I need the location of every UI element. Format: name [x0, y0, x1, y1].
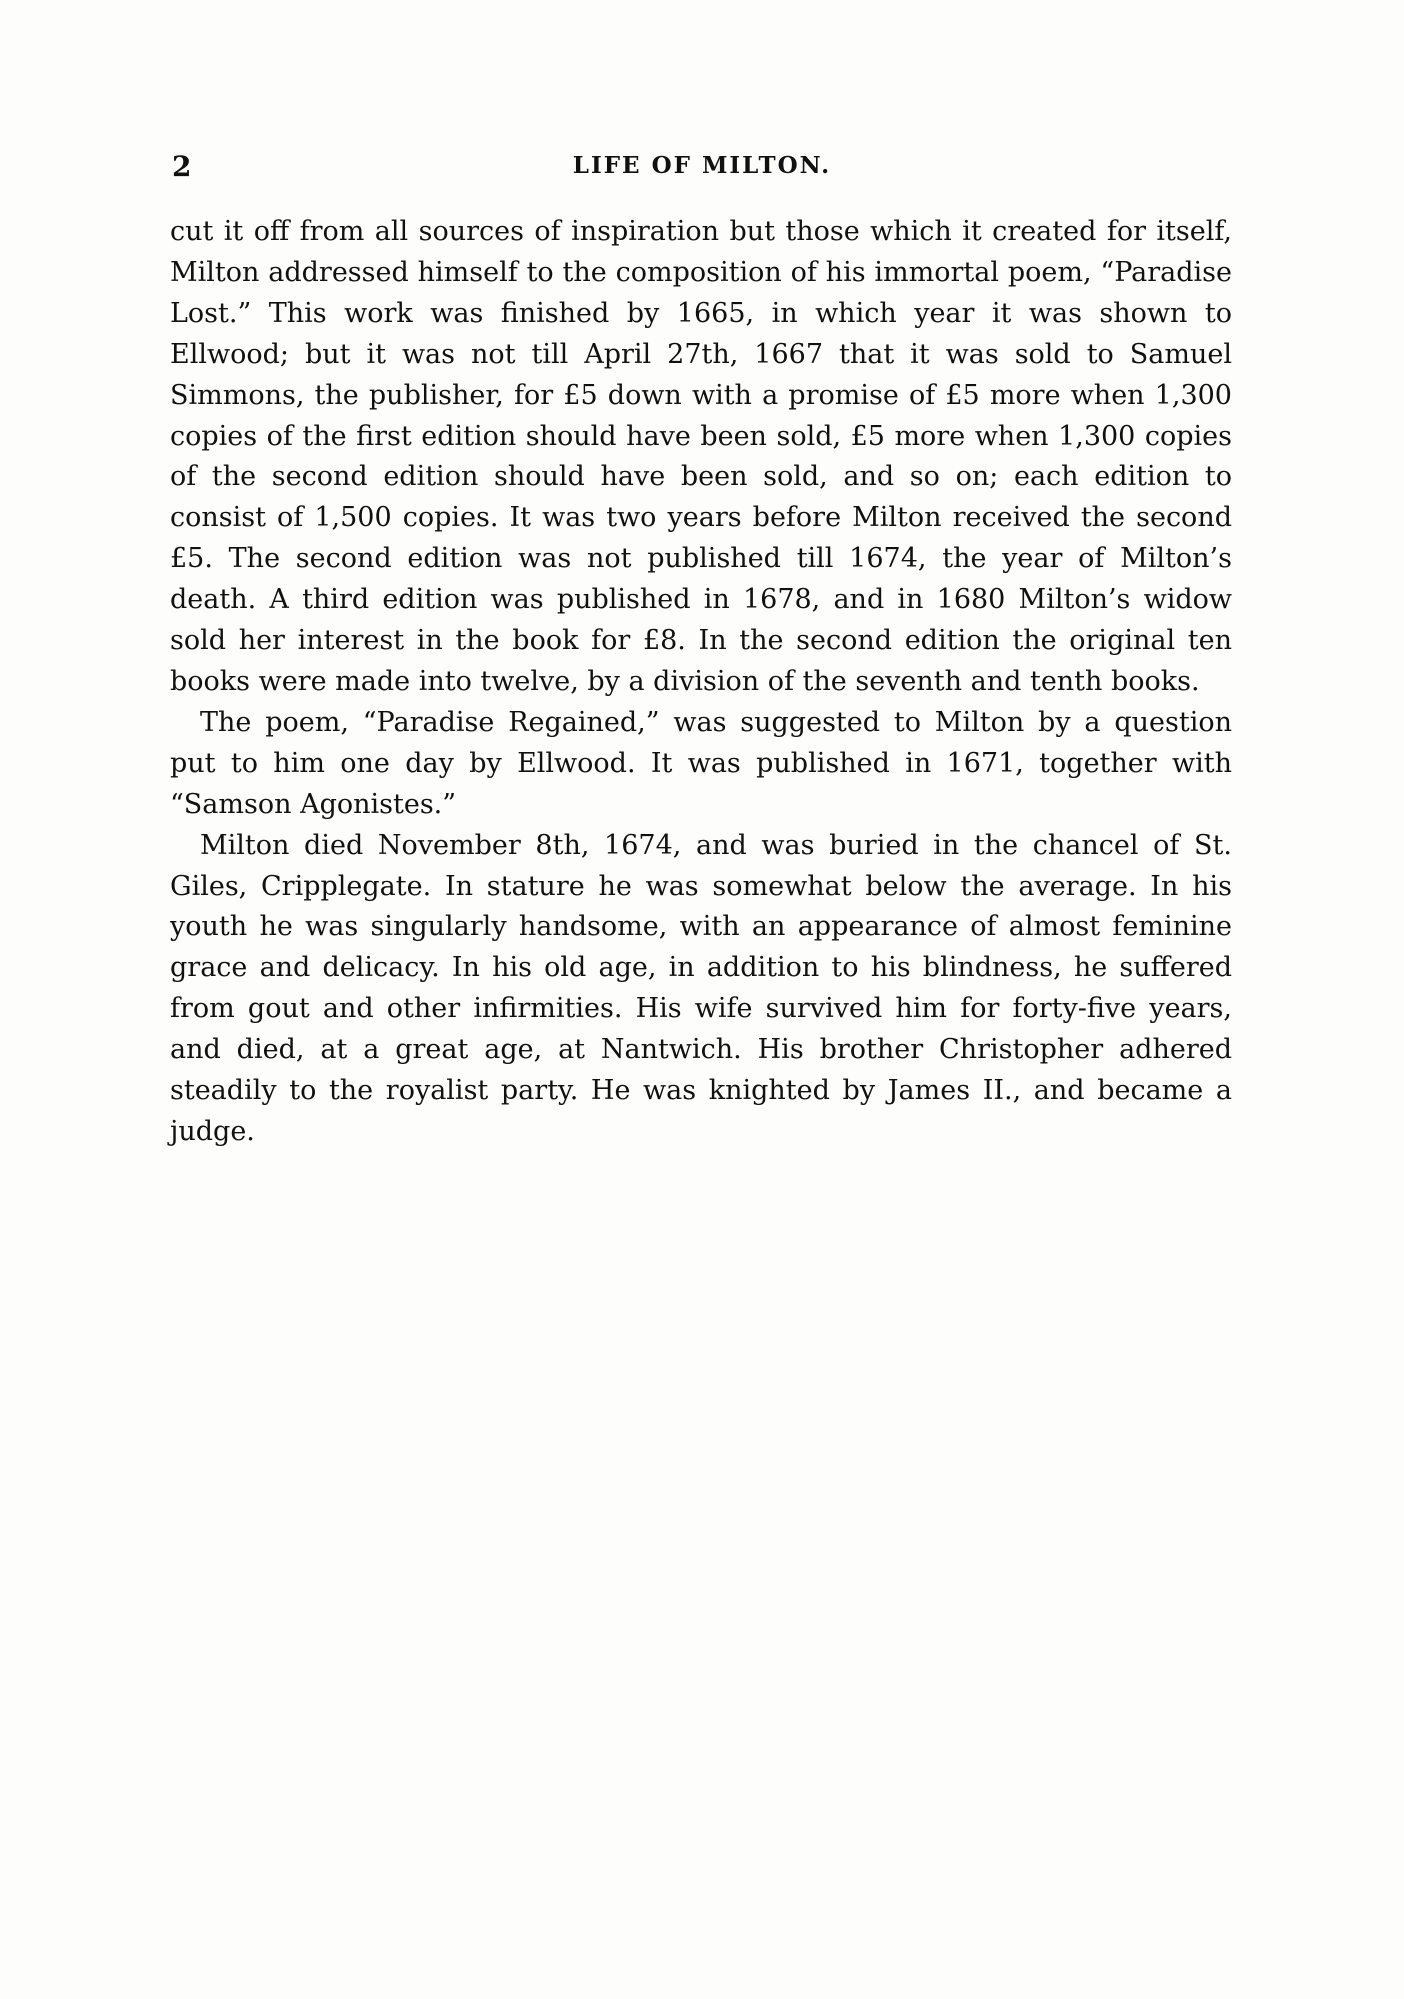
page-header: [172, 150, 1232, 190]
paragraph-paradise-regained: The poem, “Paradise Regained,” was suggested to Milton by a question put to him one day by Ellwood. It was published in 1671, together with “Samson Agonistes.”: [170, 706, 1232, 820]
paragraph-continuation: cut it off from all sources of inspiration but those which it created for itself, Milton addressed himself to the composition of his immortal poem, “Paradise Lost.” This work was finished by 1665, in which year it was shown to Ellwood; but it was not till April 27th, 1667 that it was sold to Samuel Simmons, the publisher, for £5 down with a promise of £5 more when 1,300 copies of the first edition should have been sold, £5 more when 1,300 copies of the second edition should have been sold, and so on; each edition to consist of 1,500 copies. It was two years before Milton received the second £5. The second edition was not published till 1674, the year of Milton’s death. A third edition was published in 1678, and in 1680 Milton’s widow sold her interest in the book for £8. In the second edition the original ten books were made into twelve, by a division of the seventh and tenth books.: [170, 216, 1232, 697]
body-text: [170, 212, 1232, 1153]
running-title: LIFE OF MILTON.: [572, 152, 832, 179]
paragraph-death: Milton died November 8th, 1674, and was buried in the chancel of St. Giles, Cripplegate. In stature he was somewhat below the average. In his youth he was singularly handsome, with an appearance of almost feminine grace and delicacy. In his old age, in addition to his blindness, he suffered from gout and other infirmities. His wife survived him for forty-five years, and died, at a great age, at Nantwich. His brother Christopher adhered steadily to the royalist party. He was knighted by James II., and became a judge.: [170, 829, 1232, 1147]
page-number: 2: [172, 150, 192, 183]
